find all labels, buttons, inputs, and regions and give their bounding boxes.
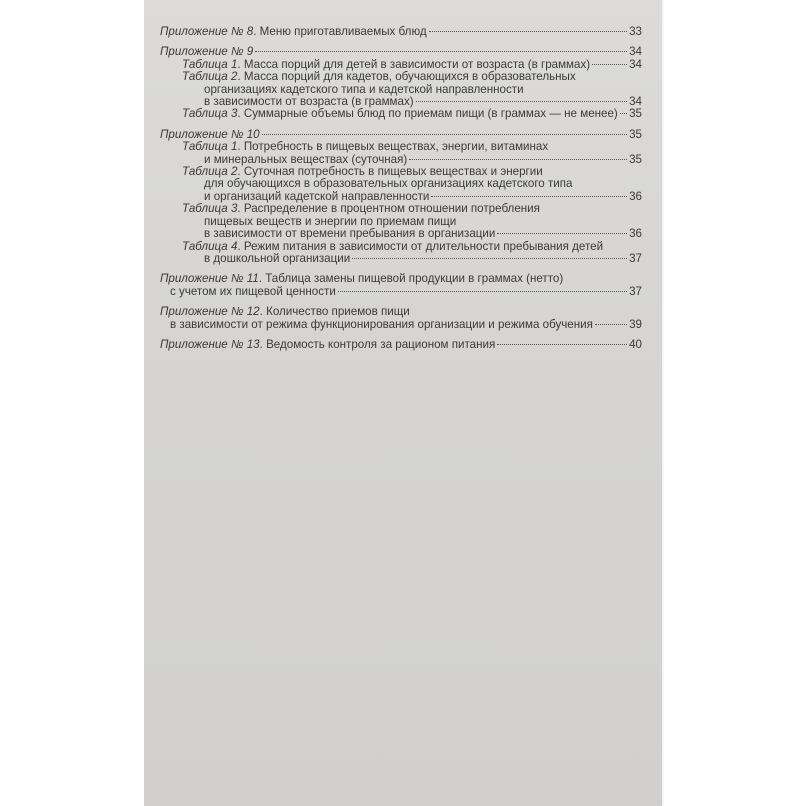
- entry-title: . Режим питания в зависимости от длительности пребывания детей: [237, 239, 604, 253]
- page-number: 34: [629, 57, 642, 71]
- entry-title: . Распределение в процентном отношении потребления: [237, 202, 540, 216]
- leader-dots: [595, 324, 627, 325]
- page-number: 39: [629, 317, 642, 331]
- page-number: 34: [629, 95, 642, 109]
- entry-label: Приложение № 9: [160, 45, 254, 59]
- entry-title-continued: в зависимости от режима функционирования организации и режима обучения: [170, 317, 593, 331]
- entry-title: . Масса порций для кадетов, обучающихся в образовательных: [237, 70, 576, 84]
- entry-title-continued: в зависимости от возраста (в граммах): [204, 95, 414, 109]
- entry-title: . Потребность в пищевых веществах, энергии, витаминах: [237, 140, 549, 154]
- leader-dots: [620, 113, 627, 114]
- leader-dots: [497, 344, 627, 345]
- entry-label: Таблица 4: [182, 239, 238, 253]
- entry-title-continued: для обучающихся в образовательных организациях кадетского типа: [204, 177, 573, 191]
- entry-title: . Масса порций для детей в зависимости от возраста (в граммах): [237, 57, 591, 71]
- page-number: 36: [629, 189, 642, 203]
- toc-entry-app-9-table-3[interactable]: [160, 108, 642, 120]
- entry-title: . Таблица замены пищевой продукции в граммах (нетто): [258, 272, 564, 286]
- page-number: 35: [629, 152, 642, 166]
- page-number: 35: [629, 127, 642, 141]
- entry-label: Таблица 1: [182, 140, 238, 154]
- entry-title: . Ведомость контроля за рационом питания: [259, 337, 496, 351]
- entry-title: . Меню приготавливаемых блюд: [253, 25, 427, 38]
- page-number: 35: [629, 107, 642, 121]
- entry-title-continued: в дошкольной организации: [204, 251, 351, 265]
- leader-dots: [592, 64, 627, 65]
- entry-label: Таблица 3: [182, 107, 238, 121]
- entry-label: Приложение № 11: [160, 272, 259, 286]
- leader-dots: [416, 101, 627, 102]
- leader-dots: [338, 291, 627, 292]
- toc-entry-app-9-table-2[interactable]: [160, 71, 642, 108]
- page-number: 37: [629, 251, 642, 265]
- entry-label: Таблица 1: [182, 57, 238, 71]
- entry-title-continued: организациях кадетского типа и кадетской направленности: [204, 82, 524, 96]
- toc-entry-app-13[interactable]: [160, 339, 642, 351]
- entry-label: Приложение № 8: [160, 25, 254, 38]
- page-number: 33: [629, 25, 642, 38]
- toc-entry-app-10-table-2[interactable]: [160, 166, 642, 203]
- entry-label: Таблица 2: [182, 70, 238, 84]
- entry-title-continued: и минеральных веществах (суточная): [204, 152, 408, 166]
- leader-dots: [429, 31, 627, 32]
- toc-entry-app-12[interactable]: [160, 306, 642, 331]
- entry-label: Приложение № 10: [160, 127, 260, 141]
- entry-label: Приложение № 13: [160, 337, 260, 351]
- entry-title: . Количество приемов пищи: [259, 305, 410, 319]
- entry-title-continued: в зависимости от времени пребывания в организации: [204, 227, 496, 241]
- entry-title: . Суточная потребность в пищевых веществах и энергии: [237, 165, 543, 179]
- toc-entry-app-10-table-1[interactable]: [160, 141, 642, 166]
- leader-dots: [262, 134, 627, 135]
- entry-title-continued: и организаций кадетской направленности: [204, 189, 430, 203]
- entry-title: . Суммарные объемы блюд по приемам пищи (в граммах — не менее): [237, 107, 618, 121]
- toc-entry-app-11[interactable]: [160, 273, 642, 298]
- entry-label: Таблица 2: [182, 165, 238, 179]
- leader-dots: [352, 258, 627, 259]
- toc-entry-app-10-table-3[interactable]: [160, 203, 642, 240]
- toc-entry-app-8[interactable]: [160, 26, 642, 38]
- page-number: 40: [629, 337, 642, 351]
- entry-label: Таблица 3: [182, 202, 238, 216]
- table-of-contents: [160, 26, 642, 351]
- entry-title-continued: пищевых веществ и энергии по приемам пищи: [204, 214, 457, 228]
- leader-dots: [255, 51, 627, 52]
- page-number: 34: [629, 45, 642, 59]
- leader-dots: [497, 233, 627, 234]
- leader-dots: [409, 159, 627, 160]
- entry-title-continued: с учетом их пищевой ценности: [170, 284, 336, 298]
- page-number: 36: [629, 227, 642, 241]
- leader-dots: [431, 196, 627, 197]
- entry-label: Приложение № 12: [160, 305, 260, 319]
- toc-entry-app-10-table-4[interactable]: [160, 241, 642, 266]
- page-number: 37: [629, 284, 642, 298]
